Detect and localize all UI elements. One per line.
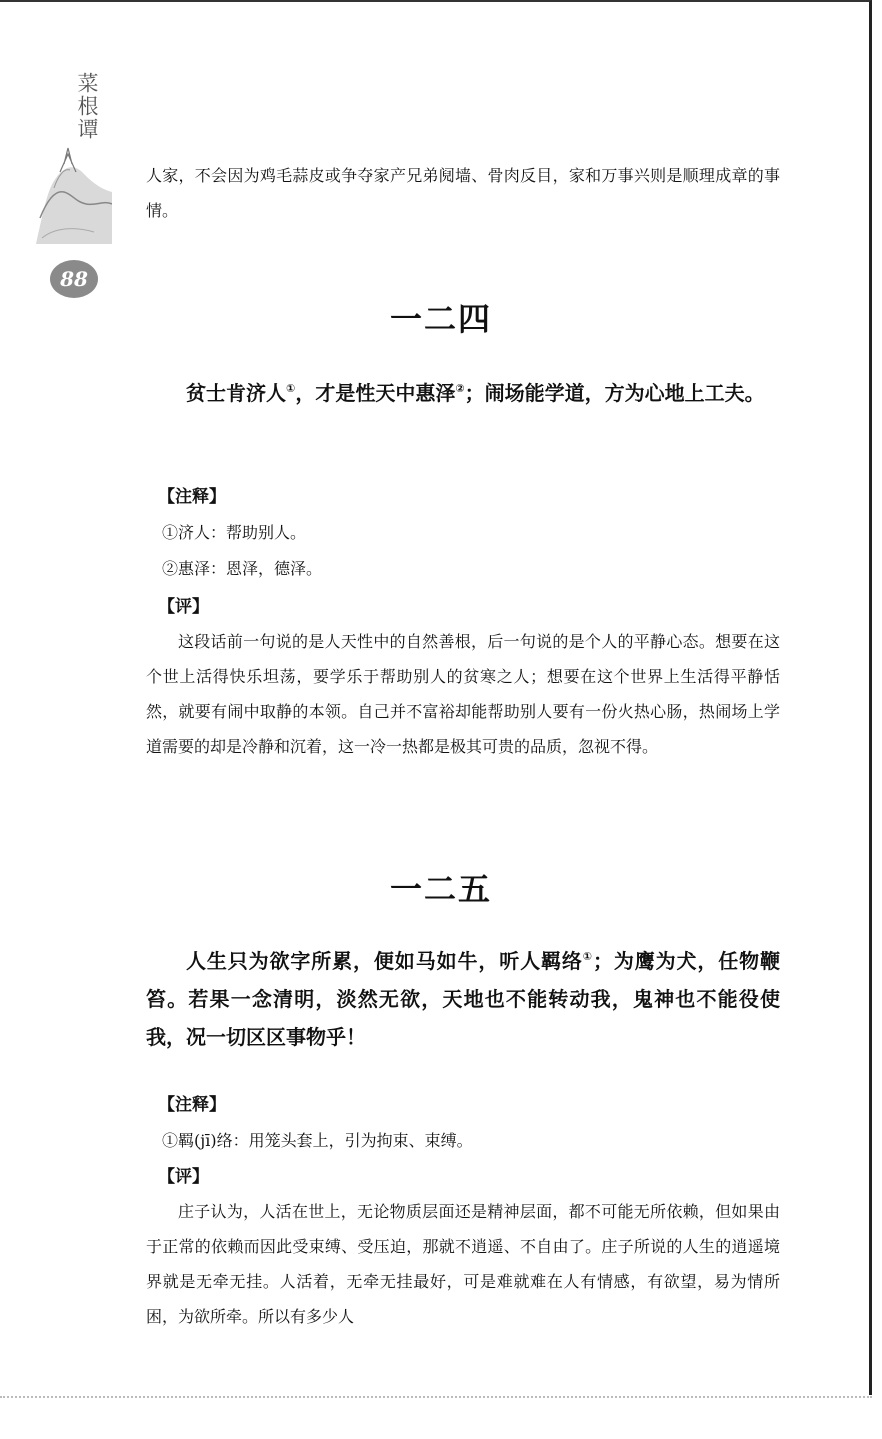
note-item: ②惠泽：恩泽，德泽。 [162, 559, 323, 578]
page-number-badge: 88 [50, 260, 98, 298]
comment-text-125: 庄子认为，人活在世上，无论物质层面还是精神层面，都不可能无所依赖，但如果由于正常的依赖而因此受束缚、受压迫，那就不逍遥、不自由了。庄子所说的人生的逍遥境界就是无牵无挂。人活着，无牵无挂最好，可是难就难在人有情感，有欲望，易为情所困，为欲所牵。所以有多少人 [146, 1202, 780, 1326]
notes-label-124: 【注释】 [158, 487, 226, 507]
notes-label-125: 【注释】 [158, 1095, 226, 1115]
comment-label-124: 【评】 [158, 597, 209, 617]
note-item: ①济人：帮助别人。 [162, 523, 307, 542]
running-title: 菜根谭 [75, 72, 99, 141]
note-item: ①羁(jī)络：用笼头套上，引为拘束、束缚。 [162, 1131, 473, 1150]
bottom-dotted-rule [0, 1396, 872, 1398]
comment-label-125: 【评】 [158, 1167, 209, 1187]
section-heading-125: 一二五 [389, 870, 492, 908]
footnote-marker: ② [455, 382, 465, 395]
continuation-paragraph: 人家，不会因为鸡毛蒜皮或争夺家产兄弟阋墙、骨肉反目，家和万事兴则是顺理成章的事情。 [146, 166, 780, 220]
original-text-125: 人生只为欲字所累，便如马如牛，听人羁络①；为鹰为犬，任物鞭笞。若果一念清明，淡然无欲，天地也不能转动我，鬼神也不能役使我，况一切区区事物乎！ [146, 949, 781, 1049]
section-heading-124: 一二四 [389, 300, 492, 338]
original-text-124: 贫士肯济人①，才是性天中惠泽②；闹场能学道，方为心地上工夫。 [186, 381, 765, 405]
comment-text-124: 这段话前一句说的是人天性中的自然善根，后一句说的是个人的平静心态。想要在这个世上活得快乐坦荡，要学乐于帮助别人的贫寒之人；想要在这个世界上生活得平静恬然，就要有闹中取静的本领。自己并不富裕却能帮助别人要有一份火热心肠，热闹场上学道需要的却是冷静和沉着，这一冷一热都是极其可贵的品质，忽视不得。 [146, 632, 780, 756]
footnote-marker: ① [286, 382, 296, 395]
footnote-marker: ① [582, 950, 593, 963]
